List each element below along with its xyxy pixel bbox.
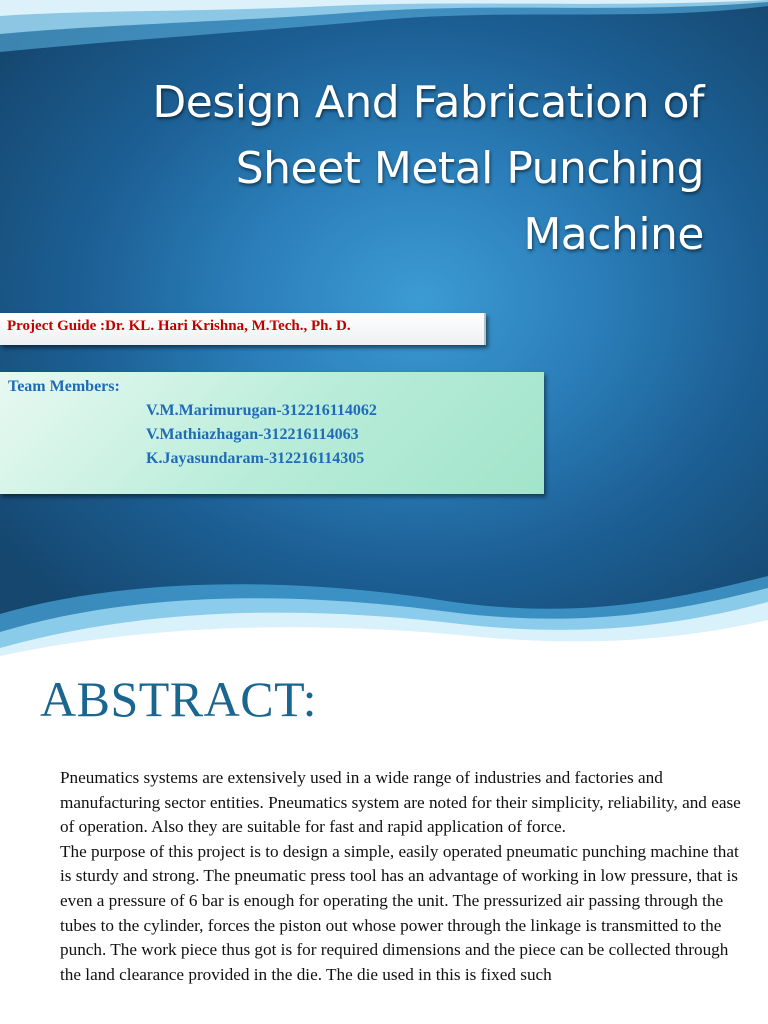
bottom-wave-decoration (0, 570, 768, 660)
team-member: K.Jayasundaram-312216114305 (146, 450, 365, 467)
abstract-heading: ABSTRACT: (40, 671, 318, 727)
title-line: Sheet Metal Punching (235, 143, 704, 194)
abstract-paragraph: The purpose of this project is to design a simple, easily operated pneumatic punching machine that is sturdy and strong. The pneumatic press tool has an advantage of working in low pressure, that is even a pressure of 6 bar is enough for operating the unit. The pressurized air passing through the tubes to the cylinder, forces the piston out whose power through the linkage is transmitted to the punch. The work piece thus got is for required dimensions and the piece can be collected through the land clearance provided in the die. The die used in this is fixed such (60, 841, 739, 984)
abstract-body (60, 766, 750, 987)
top-wave-decoration (0, 0, 768, 80)
team-members-label: Team Members: (8, 378, 120, 395)
abstract-paragraph: Pneumatics systems are extensively used in a wide range of industries and factories and manufacturing sector entities. Pneumatics system are noted for their simplicity, reliability, and ease of operation. Also they are suitable for fast and rapid application of force. (60, 768, 741, 837)
title-line: Design And Fabrication of (152, 77, 704, 128)
project-guide-text: Project Guide :Dr. KL. Hari Krishna, M.Tech., Ph. D. (7, 318, 351, 334)
team-member: V.M.Marimurugan-312216114062 (146, 402, 377, 419)
slide-title (64, 70, 704, 268)
title-line: Machine (523, 209, 704, 260)
team-member: V.Mathiazhagan-312216114063 (146, 426, 359, 443)
team-members-box (0, 372, 544, 494)
project-guide-box (0, 313, 486, 345)
